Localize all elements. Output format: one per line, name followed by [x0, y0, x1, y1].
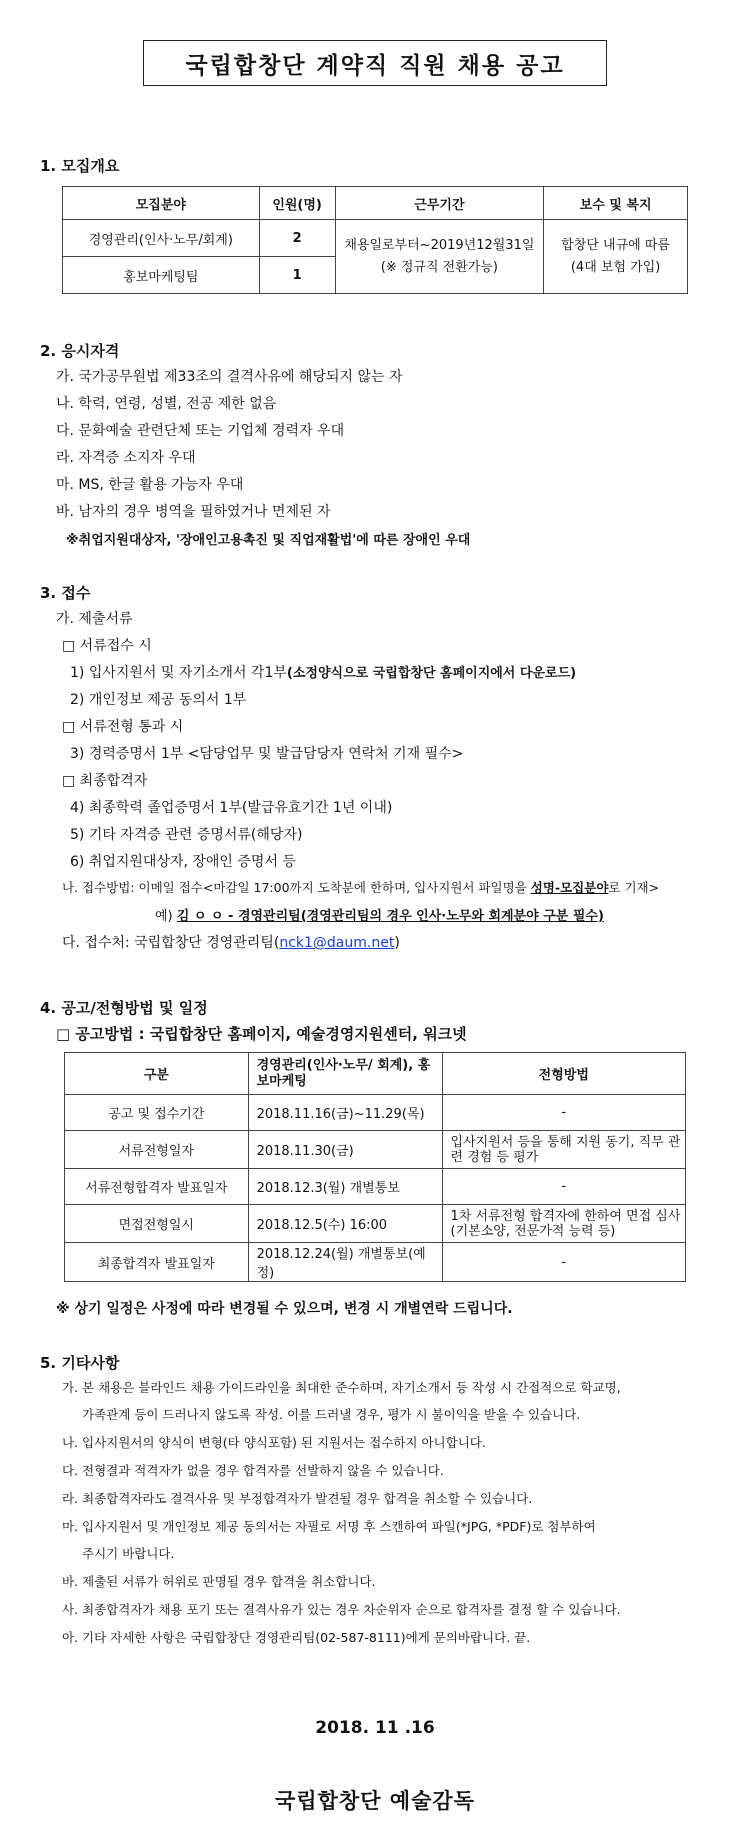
misc-item-cont: 주시기 바랍니다.: [82, 1546, 175, 1561]
docs-group-2: □ 서류전형 통과 시: [62, 719, 184, 735]
address-text: 다. 접수처: 국립합창단 경영관리팀(: [62, 935, 280, 951]
header-pay: 보수 및 복지: [544, 187, 688, 220]
schedule-method: 1차 서류전형 합격자에 한하여 면접 심사 (기본소양, 전문가적 능력 등): [442, 1205, 685, 1243]
table-row: [65, 1095, 686, 1131]
schedule-label: 면접전형일시: [65, 1205, 249, 1243]
filename-example: [155, 905, 604, 924]
header-period: 근무기간: [335, 187, 544, 220]
schedule-date: 2018.12.3(월) 개별통보: [248, 1169, 442, 1205]
misc-item-cont: 가족관계 등이 드러나지 않도록 작성. 이를 드러낼 경우, 평가 시 불이익을 받을 수 있습니다.: [82, 1407, 581, 1422]
schedule-table: [64, 1052, 686, 1282]
period-line-2: (※ 정규직 전환가능): [380, 259, 498, 275]
schedule-method: -: [442, 1243, 685, 1282]
method-text: 나. 접수방법: 이메일 접수<마감일 17:00까지 도착분에 한하며, 입사지원서 파일명을: [62, 880, 531, 895]
doc-item-4: 4) 최종학력 졸업증명서 1부(발급유효기간 1년 이내): [70, 800, 393, 816]
section-2-heading: 2. 응시자격: [40, 342, 120, 360]
example-prefix: 예): [155, 909, 177, 924]
schedule-label: 최종합격자 발표일자: [65, 1243, 249, 1282]
address-end: ): [394, 935, 400, 951]
table-row: [65, 1243, 686, 1282]
misc-item: 마. 입사지원서 및 개인정보 제공 동의서는 자필로 서명 후 스캔하여 파일(*JPG, *PDF)로 첨부하여: [62, 1519, 596, 1534]
qualification-item: 라. 자격증 소지자 우대: [56, 450, 196, 466]
header-method: 전형방법: [442, 1053, 685, 1095]
misc-item: 다. 전형결과 적격자가 없을 경우 합격자를 선발하지 않을 수 있습니다.: [62, 1463, 444, 1478]
pay-line-2: (4대 보험 가입): [570, 259, 661, 275]
qualification-item: 마. MS, 한글 활용 가능자 우대: [56, 477, 244, 493]
table-row: [65, 1205, 686, 1243]
submission-method: [62, 878, 659, 896]
schedule-note: ※ 상기 일정은 사정에 따라 변경될 수 있으며, 변경 시 개별연락 드립니다.: [56, 1301, 513, 1317]
example-bold: 김 ㅇ ㅇ - 경영관리팀(경영관리팀의 경우 인사·노무와 회계분야 구분 필수): [176, 909, 604, 924]
misc-item: 사. 최종합격자가 채용 포기 또는 결격사유가 있는 경우 차순위자 순으로 합격자를 결정 할 수 있습니다.: [62, 1602, 621, 1617]
schedule-method: 입사지원서 등을 통해 지원 동기, 직무 관련 경험 등 평가: [442, 1131, 685, 1169]
period-line-1: 채용일로부터~2019년12월31일: [344, 237, 535, 253]
doc-item-6: 6) 취업지원대상자, 장애인 증명서 등: [70, 854, 296, 870]
field-cell: 홍보마케팅팀: [63, 257, 260, 294]
misc-item: 가. 본 채용은 블라인드 채용 가이드라인을 최대한 준수하며, 자기소개서 등 작성 시 간접적으로 학교명,: [62, 1380, 621, 1395]
misc-item: 아. 기타 자세한 사항은 국립합창단 경영관리팀(02-587-8111)에게 문의바랍니다. 끝.: [62, 1630, 531, 1645]
table-row: [65, 1131, 686, 1169]
qualification-item: 나. 학력, 연령, 성별, 전공 제한 없음: [56, 396, 277, 412]
schedule-label: 서류전형일자: [65, 1131, 249, 1169]
field-cell: 경영관리(인사·노무/회계): [63, 220, 260, 257]
section-3-heading: 3. 접수: [40, 584, 91, 602]
docs-group-3: □ 최종합격자: [62, 773, 148, 789]
signature: 국립합창단 예술감독: [275, 1789, 475, 1813]
pay-line-1: 합창단 내규에 따름: [561, 237, 670, 253]
documents-heading: 가. 제출서류: [56, 611, 133, 627]
schedule-date: 2018.11.16(금)~11.29(목): [248, 1095, 442, 1131]
document-title: 국립합창단 계약직 직원 채용 공고: [143, 40, 607, 86]
section-1-heading: 1. 모집개요: [40, 157, 120, 175]
misc-item: 라. 최종합격자라도 결격사유 및 부정합격자가 발견될 경우 합격을 취소할 수 있습니다.: [62, 1491, 533, 1506]
count-cell: 2: [259, 220, 335, 257]
period-cell: [335, 220, 544, 294]
table-header-row: [63, 187, 688, 220]
schedule-method: -: [442, 1095, 685, 1131]
misc-item: 바. 제출된 서류가 허위로 판명될 경우 합격을 취소합니다.: [62, 1574, 376, 1589]
schedule-date: 2018.12.24(월) 개별통보(예정): [248, 1243, 442, 1282]
table-row: [65, 1169, 686, 1205]
method-bold: 성명-모집분야: [530, 880, 609, 895]
header-count: 인원(명): [259, 187, 335, 220]
schedule-label: 서류전형합격자 발표일자: [65, 1169, 249, 1205]
docs-group-1: □ 서류접수 시: [62, 638, 152, 654]
qualification-item: 바. 남자의 경우 병역을 필하였거나 면제된 자: [56, 504, 331, 520]
announcement-method: □ 공고방법 : 국립합창단 홈페이지, 예술경영지원센터, 워크넷: [56, 1025, 467, 1043]
doc-item-1-text: 1) 입사지원서 및 자기소개서 각1부: [70, 665, 287, 681]
schedule-date: 2018.12.5(수) 16:00: [248, 1205, 442, 1243]
qualification-item: 다. 문화예술 관련단체 또는 기업체 경력자 우대: [56, 423, 345, 439]
count-cell: 1: [259, 257, 335, 294]
schedule-label: 공고 및 접수기간: [65, 1095, 249, 1131]
doc-item-1-bold: (소정양식으로 국립합창단 홈페이지에서 다운로드): [286, 666, 577, 681]
submission-address: [62, 932, 400, 952]
header-category: 구분: [65, 1053, 249, 1095]
email-link[interactable]: nck1@daum.net: [279, 935, 395, 951]
method-text-end: 로 기재>: [608, 880, 660, 895]
pay-cell: [544, 220, 688, 294]
section-5-heading: 5. 기타사항: [40, 1354, 120, 1372]
doc-item-5: 5) 기타 자격증 관련 증명서류(해당자): [70, 827, 303, 843]
schedule-header-row: [65, 1053, 686, 1095]
notice-date: 2018. 11 .16: [315, 1718, 435, 1738]
doc-item-2: 2) 개인정보 제공 동의서 1부: [70, 692, 247, 708]
header-dept: 경영관리(인사·노무/ 회계), 홍보마케팅: [248, 1053, 442, 1095]
schedule-date: 2018.11.30(금): [248, 1131, 442, 1169]
doc-item-1: [70, 662, 576, 682]
table-row: [63, 220, 688, 257]
doc-item-3: 3) 경력증명서 1부 <담당업무 및 발급담당자 연락처 기재 필수>: [70, 746, 464, 762]
header-field: 모집분야: [63, 187, 260, 220]
recruitment-table: [62, 186, 688, 294]
qualification-item: 가. 국가공무원법 제33조의 결격사유에 해당되지 않는 자: [56, 369, 403, 385]
schedule-method: -: [442, 1169, 685, 1205]
section-4-heading: 4. 공고/전형방법 및 일정: [40, 999, 208, 1017]
misc-item: 나. 입사지원서의 양식이 변형(타 양식포함) 된 지원서는 접수하지 아니합니다.: [62, 1435, 486, 1450]
qualification-note: ※취업지원대상자, '장애인고용촉진 및 직업재활법'에 따른 장애인 우대: [66, 533, 471, 548]
